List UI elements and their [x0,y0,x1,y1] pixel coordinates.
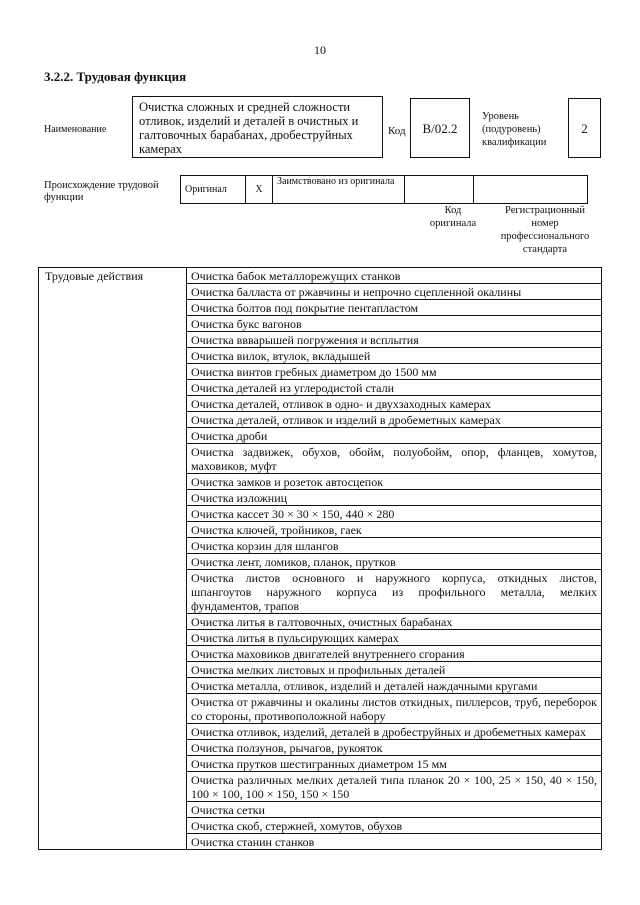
table-row [39,268,602,284]
labor-action-item: Очистка от ржавчины и окалины листов откидных, пиллерсов, труб, переборок со стороны, противоположной набору [187,694,602,724]
function-name-box: Очистка сложных и средней сложности отливок, изделий и деталей в очистных и галтовочных барабанах, дробеструйных камерах [132,96,383,158]
origin-label [44,180,159,204]
origin-table [180,175,588,204]
registration-number-caption [490,204,600,256]
labor-action-item: Очистка сетки [187,802,602,818]
labor-action-item: Очистка винтов гребных диаметром до 1500 мм [187,364,602,380]
page-number: 10 [314,43,326,57]
qualification-level-box: 2 [568,98,601,158]
code-label: Код [388,125,406,137]
level-label-line-1: Уровень [482,111,519,122]
labor-action-item: Очистка замков и розеток автосцепок [187,474,602,490]
labor-action-item: Очистка ползунов, рычагов, рукояток [187,740,602,756]
labor-action-item: Очистка лент, ломиков, планок, прутков [187,554,602,570]
labor-action-item: Очистка деталей, отливок в одно- и двухзаходных камерах [187,396,602,412]
labor-actions-table [38,267,602,850]
code-value-box: B/02.2 [410,98,470,158]
qualification-level-label [482,110,546,149]
original-code-caption-line-2: оригинала [429,218,477,229]
registration-caption-line-2: номер [531,218,559,229]
name-label: Наименование [44,124,107,135]
labor-action-item: Очистка бабок металлорежущих станков [187,268,602,284]
labor-action-item: Очистка кассет 30 × 30 × 150, 440 × 280 [187,506,602,522]
labor-action-item: Очистка вилок, втулок, вкладышей [187,348,602,364]
labor-actions-header: Трудовые действия [39,268,187,850]
labor-action-item: Очистка ключей, тройников, гаек [187,522,602,538]
original-code-cell [405,176,474,204]
labor-action-item: Очистка маховиков двигателей внутреннего сгорания [187,646,602,662]
labor-action-item: Очистка листов основного и наружного корпуса, откидных листов, шпангоутов наружного корпуса из профильного металла, мелких фундаментов, трапов [187,570,602,614]
level-label-line-2: (подуровень) [482,124,541,135]
labor-action-item: Очистка задвижек, обухов, обойм, полуобойм, опор, фланцев, хомутов, маховиков, муфт [187,444,602,474]
labor-action-item: Очистка скоб, стержней, хомутов, обухов [187,818,602,834]
labor-action-item: Очистка балласта от ржавчины и непрочно сцепленной окалины [187,284,602,300]
labor-action-item: Очистка литья в пульсирующих камерах [187,630,602,646]
registration-caption-line-1: Регистрационный [505,205,585,216]
origin-label-line-1: Происхождение трудовой [44,180,159,191]
labor-action-item: Очистка прутков шестигранных диаметром 15 мм [187,756,602,772]
labor-action-item: Очистка букс вагонов [187,316,602,332]
section-title: 3.2.2. Трудовая функция [44,69,187,84]
labor-action-item: Очистка литья в галтовочных, очистных барабанах [187,614,602,630]
labor-action-item: Очистка ввварышей погружения и всплытия [187,332,602,348]
original-code-caption [418,204,488,230]
registration-caption-line-4: стандарта [522,244,568,255]
labor-action-item: Очистка болтов под покрытие пентапластом [187,300,602,316]
labor-action-item: Очистка различных мелких деталей типа планок 20 × 100, 25 × 150, 40 × 150, 100 × 100, 100 × 150, 150 × 150 [187,772,602,802]
labor-action-item: Очистка деталей, отливок и изделий в дробеметных камерах [187,412,602,428]
level-label-line-3: квалификации [482,137,547,148]
labor-action-item: Очистка деталей из углеродистой стали [187,380,602,396]
labor-action-item: Очистка мелких листовых и профильных деталей [187,662,602,678]
original-label-cell: Оригинал [181,176,246,204]
labor-action-item: Очистка станин станков [187,834,602,850]
labor-action-item: Очистка отливок, изделий, деталей в дробеструйных и дробеметных камерах [187,724,602,740]
registration-caption-line-3: профессионального [500,231,590,242]
labor-action-item: Очистка металла, отливок, изделий и деталей наждачными кругами [187,678,602,694]
labor-action-item: Очистка корзин для шлангов [187,538,602,554]
origin-row [181,176,588,204]
labor-action-item: Очистка изложниц [187,490,602,506]
original-code-caption-line-1: Код [444,205,462,216]
original-mark-cell: X [246,176,273,204]
labor-action-item: Очистка дроби [187,428,602,444]
origin-label-line-2: функции [44,192,84,203]
registration-number-cell [474,176,588,204]
borrowed-label-cell: Заимствовано из оригинала [273,176,405,204]
